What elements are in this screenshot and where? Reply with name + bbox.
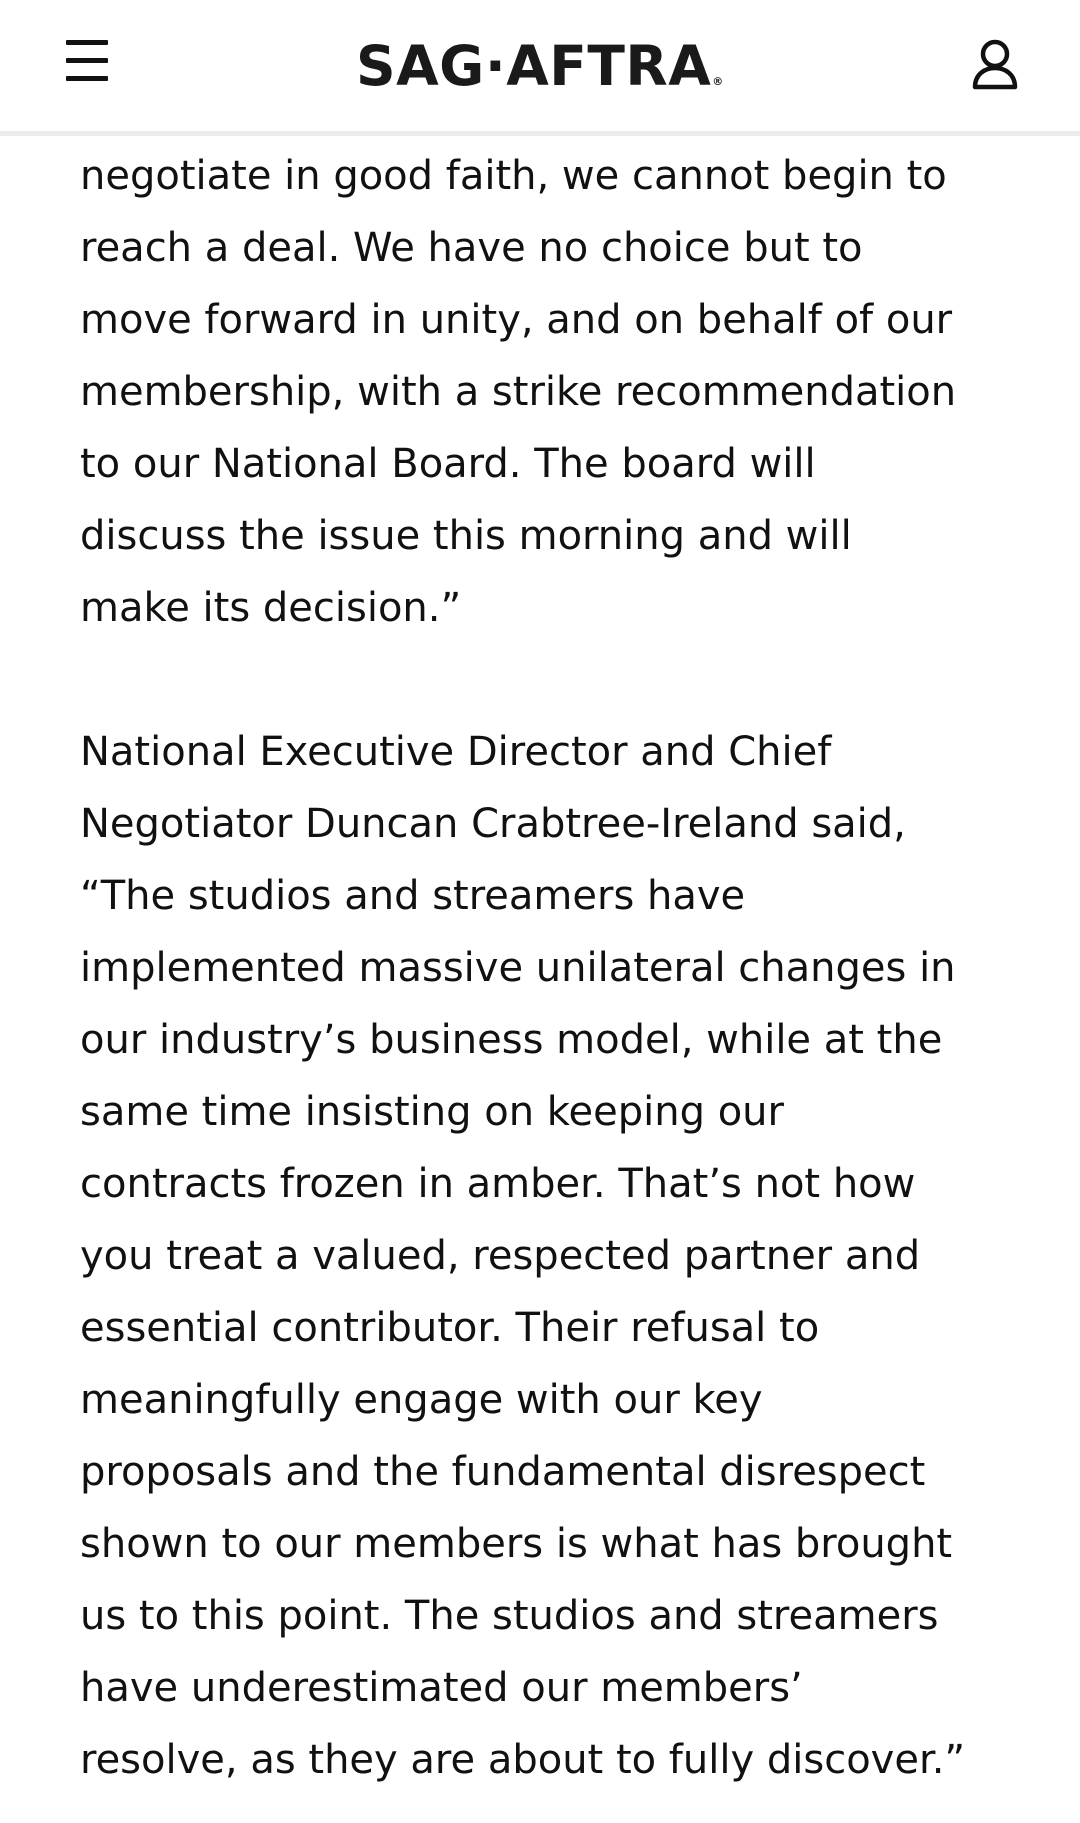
user-account-icon [970,37,1020,93]
paragraph-line: proposals and the fundamental disrespect [80,1449,926,1495]
paragraph-line: negotiate in good faith, we cannot begin to [80,153,947,199]
paragraph-line: shown to our members is what has brought [80,1521,953,1567]
paragraph-line: implemented massive unilateral changes in [80,945,956,991]
logo-text: SAG·AFTRA [356,34,712,98]
paragraph-line: resolve, as they are about to fully discover.” [80,1737,966,1783]
hamburger-menu-icon-bar [66,76,108,81]
logo-registered-mark: ® [712,75,724,88]
paragraph-line: have underestimated our members’ [80,1665,803,1711]
paragraph-line: same time insisting on keeping our [80,1089,784,1135]
paragraph-line: contracts frozen in amber. That’s not how [80,1161,916,1207]
paragraph-line: to our National Board. The board will [80,441,816,487]
paragraph-line: National Executive Director and Chief [80,729,832,775]
paragraph-line: “The studios and streamers have [80,873,746,919]
paragraph-line: us to this point. The studios and streamers [80,1593,939,1639]
paragraph-line: meaningfully engage with our key [80,1377,763,1423]
paragraph-line: essential contributor. Their refusal to [80,1305,820,1351]
paragraph-line: reach a deal. We have no choice but to [80,225,863,271]
paragraph-line: move forward in unity, and on behalf of our [80,297,953,343]
paragraph-line: membership, with a strike recommendation [80,369,957,415]
paragraph-line: make its decision.” [80,585,462,631]
account-button[interactable] [970,37,1020,93]
site-logo[interactable] [356,31,724,101]
hamburger-menu-icon [66,40,108,45]
paragraph-line: you treat a valued, respected partner and [80,1233,921,1279]
paragraph-line: Negotiator Duncan Crabtree-Ireland said, [80,801,906,847]
menu-button[interactable] [60,36,114,88]
paragraph-line: our industry’s business model, while at the [80,1017,943,1063]
hamburger-menu-icon-bar [66,58,108,63]
article-paragraph [80,140,1020,644]
paragraph-line: discuss the issue this morning and will [80,513,852,559]
site-header [0,0,1080,136]
article-body [80,140,1020,1796]
article-paragraph [80,716,1020,1796]
